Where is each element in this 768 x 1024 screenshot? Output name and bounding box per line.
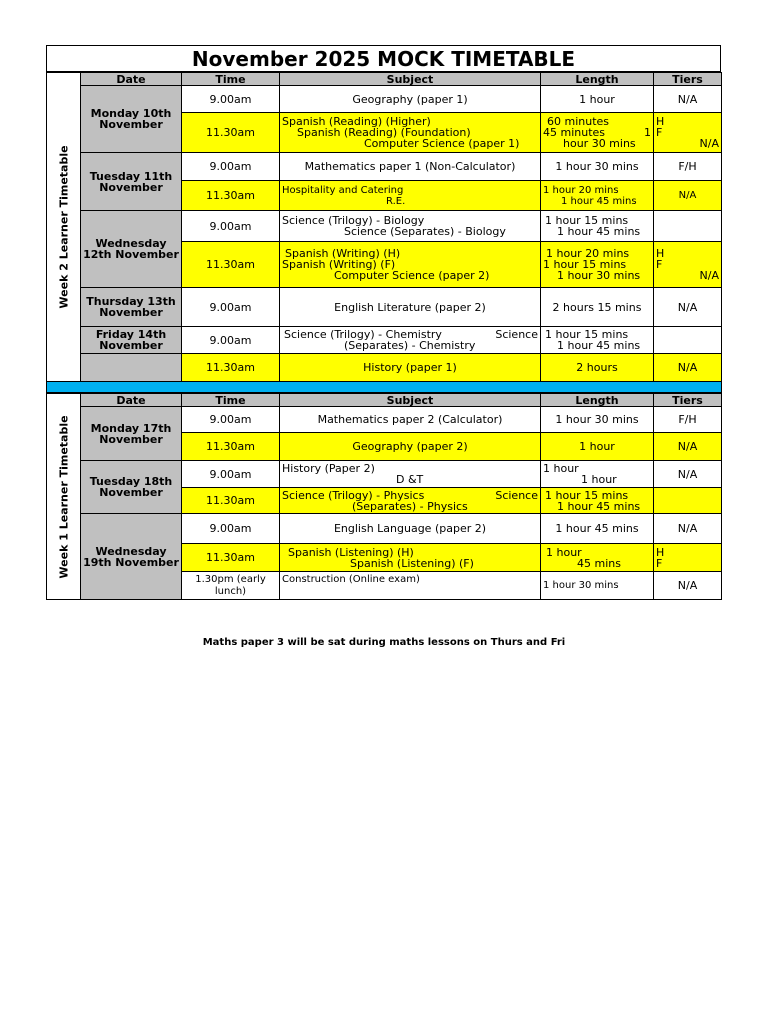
time-cell: 9.00am (182, 514, 280, 544)
week2-table (46, 72, 722, 393)
date-cell: Tuesday 18th November (81, 461, 182, 514)
table-row (47, 354, 722, 382)
subject-cell: Science (Trilogy) - Physics Science (Separates) - Physics (280, 488, 541, 514)
subject-cell: Geography (paper 2) (280, 433, 541, 461)
subject-cell: History (paper 1) (280, 354, 541, 382)
subject-cell: Science (Trilogy) - Biology Science (Separates) - Biology (280, 211, 541, 242)
subject-cell: Mathematics paper 1 (Non-Calculator) (280, 153, 541, 181)
length-cell: 2 hours (541, 354, 654, 382)
col-time: Time (182, 73, 280, 86)
length-cell: 1 hour 1 hour (541, 461, 654, 488)
table-row (47, 288, 722, 327)
length-cell: 1 hour 15 mins 1 hour 45 mins (541, 327, 654, 354)
tiers-cell: N/A (654, 572, 722, 600)
week1-table (46, 393, 722, 600)
time-cell: 11.30am (182, 488, 280, 514)
table-row (47, 461, 722, 488)
length-cell: 1 hour (541, 86, 654, 113)
tiers-cell (654, 488, 722, 514)
table-row (47, 86, 722, 113)
date-cell: Monday 10th November (81, 86, 182, 153)
time-cell: 11.30am (182, 354, 280, 382)
tiers-cell: N/A (654, 86, 722, 113)
tiers-cell: N/A (654, 181, 722, 211)
col-date: Date (81, 394, 182, 407)
table-row (47, 211, 722, 242)
week1-side-label: Week 1 Learner Timetable (47, 394, 81, 600)
subject-cell: Hospitality and Catering R.E. (280, 181, 541, 211)
header-row (47, 394, 722, 407)
date-cell (81, 354, 182, 382)
date-cell: Tuesday 11th November (81, 153, 182, 211)
table-row (47, 407, 722, 433)
subject-cell: Spanish (Listening) (H) Spanish (Listening) (F) (280, 544, 541, 572)
subject-cell: Spanish (Writing) (H) Spanish (Writing) (F) Computer Science (paper 2) (280, 242, 541, 288)
length-cell: 2 hours 15 mins (541, 288, 654, 327)
subject-cell: Spanish (Reading) (Higher) Spanish (Reading) (Foundation) Computer Science (paper 1) (280, 113, 541, 153)
tiers-cell: N/A (654, 288, 722, 327)
table-row (47, 327, 722, 354)
length-cell: 1 hour 45 mins (541, 544, 654, 572)
tiers-cell: N/A (654, 433, 722, 461)
length-cell: 60 minutes 45 minutes 1 hour 30 mins (541, 113, 654, 153)
subject-cell: Science (Trilogy) - Chemistry Science (Separates) - Chemistry (280, 327, 541, 354)
date-cell: Monday 17th November (81, 407, 182, 461)
header-row (47, 73, 722, 86)
page-title: November 2025 MOCK TIMETABLE (46, 45, 721, 72)
time-cell: 11.30am (182, 433, 280, 461)
week2-side-label: Week 2 Learner Timetable (47, 73, 81, 382)
tiers-cell: H F N/A (654, 242, 722, 288)
col-length: Length (541, 73, 654, 86)
subject-cell: Geography (paper 1) (280, 86, 541, 113)
date-cell: Thursday 13th November (81, 288, 182, 327)
subject-cell: Construction (Online exam) (280, 572, 541, 600)
time-cell: 11.30am (182, 544, 280, 572)
date-cell: Wednesday 19th November (81, 514, 182, 600)
col-time: Time (182, 394, 280, 407)
time-cell: 11.30am (182, 181, 280, 211)
time-cell: 9.00am (182, 461, 280, 488)
length-cell: 1 hour 30 mins (541, 572, 654, 600)
length-cell: 1 hour 30 mins (541, 407, 654, 433)
subject-cell: English Literature (paper 2) (280, 288, 541, 327)
tiers-cell (654, 327, 722, 354)
col-date: Date (81, 73, 182, 86)
timetable-sheet (46, 45, 721, 600)
week-divider (47, 382, 722, 393)
time-cell: 9.00am (182, 327, 280, 354)
table-row (47, 153, 722, 181)
time-cell: 11.30am (182, 113, 280, 153)
time-cell: 9.00am (182, 86, 280, 113)
length-cell: 1 hour 15 mins 1 hour 45 mins (541, 488, 654, 514)
tiers-cell: F/H (654, 407, 722, 433)
subject-cell: English Language (paper 2) (280, 514, 541, 544)
length-cell: 1 hour 15 mins 1 hour 45 mins (541, 211, 654, 242)
length-cell: 1 hour 20 mins 1 hour 45 mins (541, 181, 654, 211)
tiers-cell: N/A (654, 514, 722, 544)
col-tiers: Tiers (654, 73, 722, 86)
time-cell: 9.00am (182, 407, 280, 433)
tiers-cell: N/A (654, 354, 722, 382)
length-cell: 1 hour 30 mins (541, 153, 654, 181)
tiers-cell: F/H (654, 153, 722, 181)
col-tiers: Tiers (654, 394, 722, 407)
tiers-cell: H F (654, 544, 722, 572)
col-subject: Subject (280, 73, 541, 86)
col-subject: Subject (280, 394, 541, 407)
subject-cell: History (Paper 2) D &T (280, 461, 541, 488)
footnote: Maths paper 3 will be sat during maths lessons on Thurs and Fri (202, 637, 566, 648)
time-cell: 9.00am (182, 288, 280, 327)
tiers-cell (654, 211, 722, 242)
tiers-cell: H F N/A (654, 113, 722, 153)
time-cell: 9.00am (182, 211, 280, 242)
date-cell: Wednesday 12th November (81, 211, 182, 288)
length-cell: 1 hour 20 mins 1 hour 15 mins 1 hour 30 mins (541, 242, 654, 288)
table-row (47, 514, 722, 544)
time-cell: 11.30am (182, 242, 280, 288)
date-cell: Friday 14th November (81, 327, 182, 354)
tiers-cell: N/A (654, 461, 722, 488)
col-length: Length (541, 394, 654, 407)
length-cell: 1 hour (541, 433, 654, 461)
time-cell: 1.30pm (early lunch) (182, 572, 280, 600)
time-cell: 9.00am (182, 153, 280, 181)
length-cell: 1 hour 45 mins (541, 514, 654, 544)
subject-cell: Mathematics paper 2 (Calculator) (280, 407, 541, 433)
